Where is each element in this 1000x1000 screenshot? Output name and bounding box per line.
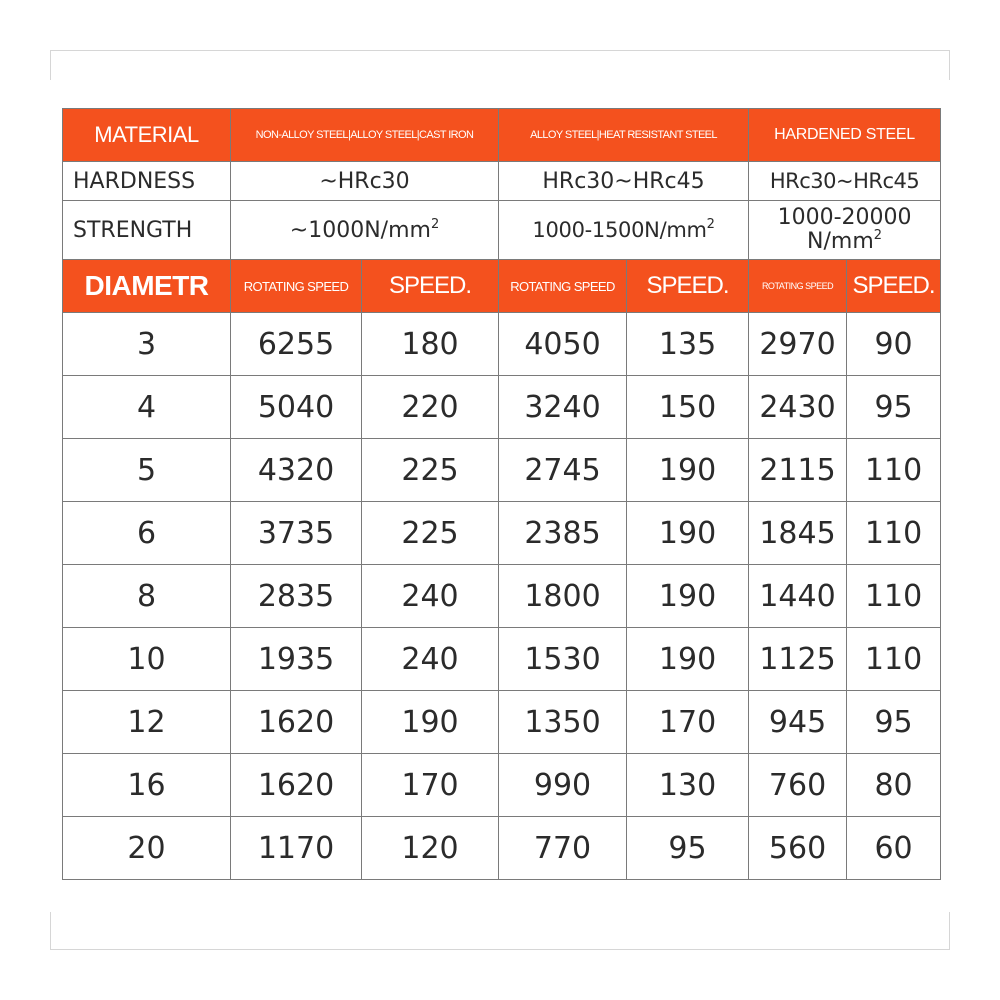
speed-cell: 190 (627, 439, 749, 502)
diameter-cell: 5 (63, 439, 231, 502)
rotating-speed-cell: 770 (499, 817, 627, 880)
diameter-cell: 20 (63, 817, 231, 880)
diameter-cell: 4 (63, 376, 231, 439)
column-header-row (63, 260, 941, 313)
rotating-speed-cell: 990 (499, 754, 627, 817)
table-row (63, 376, 941, 439)
hardness-label: HARDNESS (63, 162, 231, 201)
speed-cell: 110 (847, 628, 941, 691)
frame-left-top-tick (50, 50, 51, 80)
diameter-cell: 3 (63, 313, 231, 376)
table-row (63, 565, 941, 628)
hardness-row (63, 162, 941, 201)
frame-top-line (50, 50, 950, 51)
rotating-speed-cell: 2970 (749, 313, 847, 376)
strength-value-3: 1000-20000 N/mm (777, 205, 912, 254)
rotating-speed-cell: 1800 (499, 565, 627, 628)
cutting-speed-table (62, 108, 941, 880)
material-group-2: ALLOY STEEL|HEAT RESISTANT STEEL (499, 109, 749, 162)
rotating-speed-cell: 1125 (749, 628, 847, 691)
rotating-speed-cell: 1530 (499, 628, 627, 691)
speed-cell: 80 (847, 754, 941, 817)
material-header-row (63, 109, 941, 162)
rotating-speed-cell: 1935 (231, 628, 362, 691)
speed-cell: 240 (362, 565, 499, 628)
rotating-speed-cell: 2115 (749, 439, 847, 502)
rotating-speed-cell: 6255 (231, 313, 362, 376)
diameter-label: DIAMETR (63, 260, 231, 313)
speed-cell: 110 (847, 439, 941, 502)
rotating-speed-cell: 2835 (231, 565, 362, 628)
rotating-speed-cell: 3735 (231, 502, 362, 565)
table-row (63, 817, 941, 880)
rotating-speed-cell: 4320 (231, 439, 362, 502)
strength-value-2: 1000-1500N/mm (532, 218, 707, 242)
speed-cell: 95 (847, 376, 941, 439)
table-row (63, 313, 941, 376)
rotating-speed-cell: 1440 (749, 565, 847, 628)
table-row (63, 628, 941, 691)
strength-cell-2 (499, 201, 749, 260)
diameter-cell: 8 (63, 565, 231, 628)
speed-cell: 90 (847, 313, 941, 376)
speed-cell: 180 (362, 313, 499, 376)
strength-label: STRENGTH (63, 201, 231, 260)
speed-cell: 225 (362, 502, 499, 565)
table-row (63, 502, 941, 565)
speed-cell: 220 (362, 376, 499, 439)
speed-header-2: SPEED. (627, 260, 749, 313)
rotating-speed-cell: 1350 (499, 691, 627, 754)
speed-header-3: SPEED. (847, 260, 941, 313)
hardness-value-2: HRc30~HRc45 (499, 162, 749, 201)
strength-unit-exponent-1: 2 (430, 216, 440, 232)
strength-cell-3 (749, 201, 941, 260)
rotating-speed-cell: 1170 (231, 817, 362, 880)
strength-unit-exponent-3: 2 (873, 228, 883, 243)
table-row (63, 754, 941, 817)
material-group-3: HARDENED STEEL (749, 109, 941, 162)
rotating-speed-cell: 1845 (749, 502, 847, 565)
hardness-value-3: HRc30~HRc45 (749, 162, 941, 201)
rotating-speed-cell: 2745 (499, 439, 627, 502)
speed-cell: 190 (627, 502, 749, 565)
speed-cell: 170 (362, 754, 499, 817)
strength-value-1: ~1000N/mm (289, 217, 431, 243)
strength-row (63, 201, 941, 260)
speed-cell: 190 (362, 691, 499, 754)
speed-cell: 120 (362, 817, 499, 880)
rotating-speed-cell: 1620 (231, 691, 362, 754)
speed-cell: 170 (627, 691, 749, 754)
rotating-speed-cell: 560 (749, 817, 847, 880)
table-row (63, 439, 941, 502)
speed-cell: 190 (627, 565, 749, 628)
diameter-cell: 12 (63, 691, 231, 754)
speed-cell: 110 (847, 565, 941, 628)
rotating-speed-cell: 4050 (499, 313, 627, 376)
rotating-speed-cell: 760 (749, 754, 847, 817)
speed-cell: 110 (847, 502, 941, 565)
strength-cell-1 (231, 201, 499, 260)
speed-cell: 240 (362, 628, 499, 691)
speed-cell: 95 (627, 817, 749, 880)
hardness-value-1: ~HRc30 (231, 162, 499, 201)
diameter-cell: 6 (63, 502, 231, 565)
rotating-speed-cell: 2430 (749, 376, 847, 439)
speed-cell: 225 (362, 439, 499, 502)
rotating-speed-cell: 5040 (231, 376, 362, 439)
speed-cell: 130 (627, 754, 749, 817)
speed-cell: 135 (627, 313, 749, 376)
frame-bottom-line (50, 949, 950, 950)
frame-right-bottom-tick (949, 912, 950, 950)
rotating-speed-cell: 945 (749, 691, 847, 754)
data-rows (63, 313, 941, 880)
diameter-cell: 10 (63, 628, 231, 691)
frame-right-top-tick (949, 50, 950, 80)
strength-unit-exponent-2: 2 (706, 217, 715, 232)
rotating-speed-cell: 1620 (231, 754, 362, 817)
speed-cell: 60 (847, 817, 941, 880)
speed-cell: 190 (627, 628, 749, 691)
rotating-speed-cell: 2385 (499, 502, 627, 565)
diameter-cell: 16 (63, 754, 231, 817)
rotating-speed-header-1: ROTATING SPEED (231, 260, 362, 313)
rotating-speed-cell: 3240 (499, 376, 627, 439)
speed-cell: 95 (847, 691, 941, 754)
material-label: MATERIAL (63, 109, 231, 162)
table-row (63, 691, 941, 754)
rotating-speed-header-2: ROTATING SPEED (499, 260, 627, 313)
speed-header-1: SPEED. (362, 260, 499, 313)
speed-cell: 150 (627, 376, 749, 439)
material-group-1: NON-ALLOY STEEL|ALLOY STEEL|CAST IRON (231, 109, 499, 162)
rotating-speed-header-3: ROTATING SPEED (749, 260, 847, 313)
frame-left-bottom-tick (50, 912, 51, 950)
